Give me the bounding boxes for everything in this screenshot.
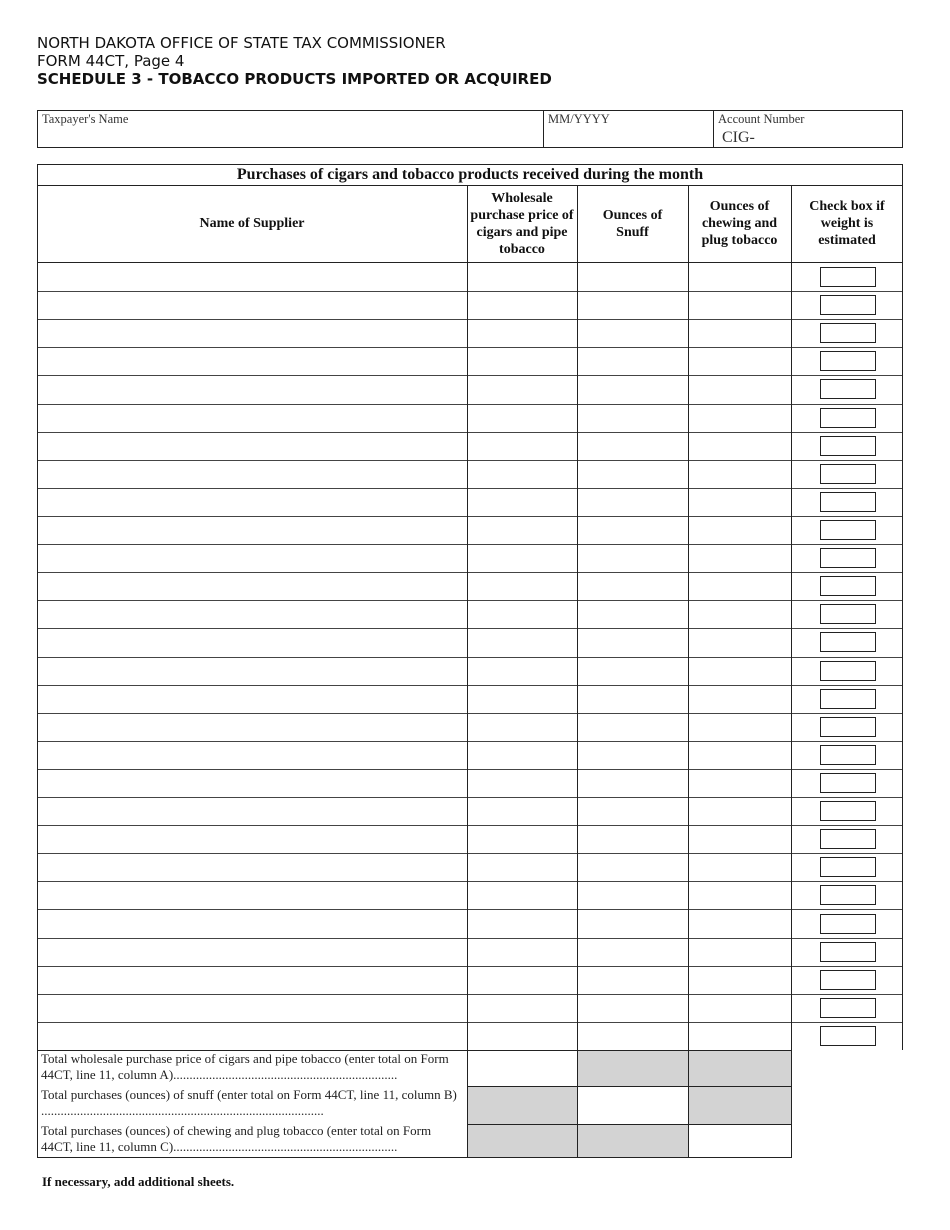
table-row[interactable] — [37, 544, 791, 572]
table-row[interactable] — [37, 516, 791, 544]
shaded-cell — [577, 1124, 688, 1157]
estimated-weight-checkbox[interactable] — [820, 323, 876, 343]
table-row[interactable] — [37, 628, 791, 656]
table-row[interactable] — [37, 347, 791, 375]
estimated-weight-checkbox[interactable] — [820, 408, 876, 428]
shaded-cell — [467, 1086, 577, 1124]
table-row[interactable] — [37, 263, 791, 291]
estimated-weight-checkbox[interactable] — [820, 885, 876, 905]
taxpayer-info-box — [37, 110, 903, 148]
estimated-weight-checkbox[interactable] — [820, 745, 876, 765]
estimated-weight-checkbox[interactable] — [820, 520, 876, 540]
shaded-cell — [688, 1050, 791, 1124]
estimated-weight-checkbox[interactable] — [820, 548, 876, 568]
taxpayer-name-field[interactable] — [38, 111, 544, 147]
table-row[interactable] — [37, 994, 791, 1022]
estimated-weight-checkbox[interactable] — [820, 801, 876, 821]
schedule-title: SCHEDULE 3 - TOBACCO PRODUCTS IMPORTED OR ACQUIRED — [37, 70, 552, 88]
total-snuff-label: Total purchases (ounces) of snuff (enter total on Form 44CT, line 11, column B) ....................................................................................... — [41, 1087, 457, 1118]
estimated-weight-checkbox[interactable] — [820, 267, 876, 287]
total-chewing-label: Total purchases (ounces) of chewing and plug tobacco (enter total on Form 44CT, line 11, column C)..................................................................... — [41, 1123, 432, 1154]
estimated-weight-checkbox[interactable] — [820, 829, 876, 849]
estimated-weight-checkbox[interactable] — [820, 689, 876, 709]
footer-note: If necessary, add additional sheets. — [42, 1174, 235, 1189]
estimated-weight-checkbox[interactable] — [820, 632, 876, 652]
estimated-weight-checkbox[interactable] — [820, 436, 876, 456]
table-row[interactable] — [37, 741, 791, 769]
form-page: FORM 44CT, Page 4 — [37, 52, 185, 70]
estimated-weight-checkbox[interactable] — [820, 1026, 876, 1046]
col-wholesale-price: Wholesale purchase price of cigars and pipe tobacco — [467, 185, 577, 263]
col-snuff: Ounces of Snuff — [577, 185, 688, 263]
table-row[interactable] — [37, 460, 791, 488]
account-number-label: Account Number — [718, 112, 805, 126]
estimated-weight-checkbox[interactable] — [820, 998, 876, 1018]
col-chewing: Ounces of chewing and plug tobacco — [688, 185, 791, 263]
account-prefix: CIG- — [722, 129, 755, 146]
table-row[interactable] — [37, 685, 791, 713]
table-row[interactable] — [37, 572, 791, 600]
estimated-weight-checkbox[interactable] — [820, 857, 876, 877]
estimated-weight-checkbox[interactable] — [820, 351, 876, 371]
estimated-weight-checkbox[interactable] — [820, 576, 876, 596]
table-row[interactable] — [37, 488, 791, 516]
table-row[interactable] — [37, 319, 791, 347]
estimated-weight-checkbox[interactable] — [820, 717, 876, 737]
table-row[interactable] — [37, 853, 791, 881]
table-row[interactable] — [37, 797, 791, 825]
table-row[interactable] — [37, 432, 791, 460]
table-row[interactable] — [37, 825, 791, 853]
estimated-weight-checkbox[interactable] — [820, 773, 876, 793]
estimated-weight-checkbox[interactable] — [820, 942, 876, 962]
table-row[interactable] — [37, 375, 791, 403]
estimated-weight-checkbox[interactable] — [820, 970, 876, 990]
shaded-cell — [577, 1050, 688, 1086]
table-row[interactable] — [37, 713, 791, 741]
account-number-field[interactable] — [714, 111, 901, 147]
purchases-table — [37, 164, 903, 1216]
period-label: MM/YYYY — [548, 112, 610, 126]
table-row[interactable] — [37, 404, 791, 432]
taxpayer-name-label: Taxpayer's Name — [42, 112, 129, 126]
table-row[interactable] — [37, 881, 791, 909]
table-row[interactable] — [37, 1022, 791, 1050]
estimated-weight-checkbox[interactable] — [820, 914, 876, 934]
table-row[interactable] — [37, 600, 791, 628]
table-row[interactable] — [37, 657, 791, 685]
agency-name: NORTH DAKOTA OFFICE OF STATE TAX COMMISSIONER — [37, 34, 446, 52]
table-row[interactable] — [37, 291, 791, 319]
shaded-cell — [467, 1124, 577, 1157]
total-wholesale-label: Total wholesale purchase price of cigars and pipe tobacco (enter total on Form 44CT, line 11, column A)..................................................................... — [41, 1051, 449, 1082]
table-row[interactable] — [37, 966, 791, 994]
table-title: Purchases of cigars and tobacco products received during the month — [37, 164, 903, 186]
table-row[interactable] — [37, 769, 791, 797]
table-row[interactable] — [37, 909, 791, 937]
estimated-weight-checkbox[interactable] — [820, 604, 876, 624]
estimated-weight-checkbox[interactable] — [820, 492, 876, 512]
estimated-weight-checkbox[interactable] — [820, 464, 876, 484]
estimated-weight-checkbox[interactable] — [820, 661, 876, 681]
col-estimated: Check box if weight is estimated — [791, 185, 903, 263]
period-field[interactable] — [544, 111, 714, 147]
col-supplier: Name of Supplier — [37, 185, 467, 263]
estimated-weight-checkbox[interactable] — [820, 295, 876, 315]
table-row[interactable] — [37, 938, 791, 966]
estimated-weight-checkbox[interactable] — [820, 379, 876, 399]
